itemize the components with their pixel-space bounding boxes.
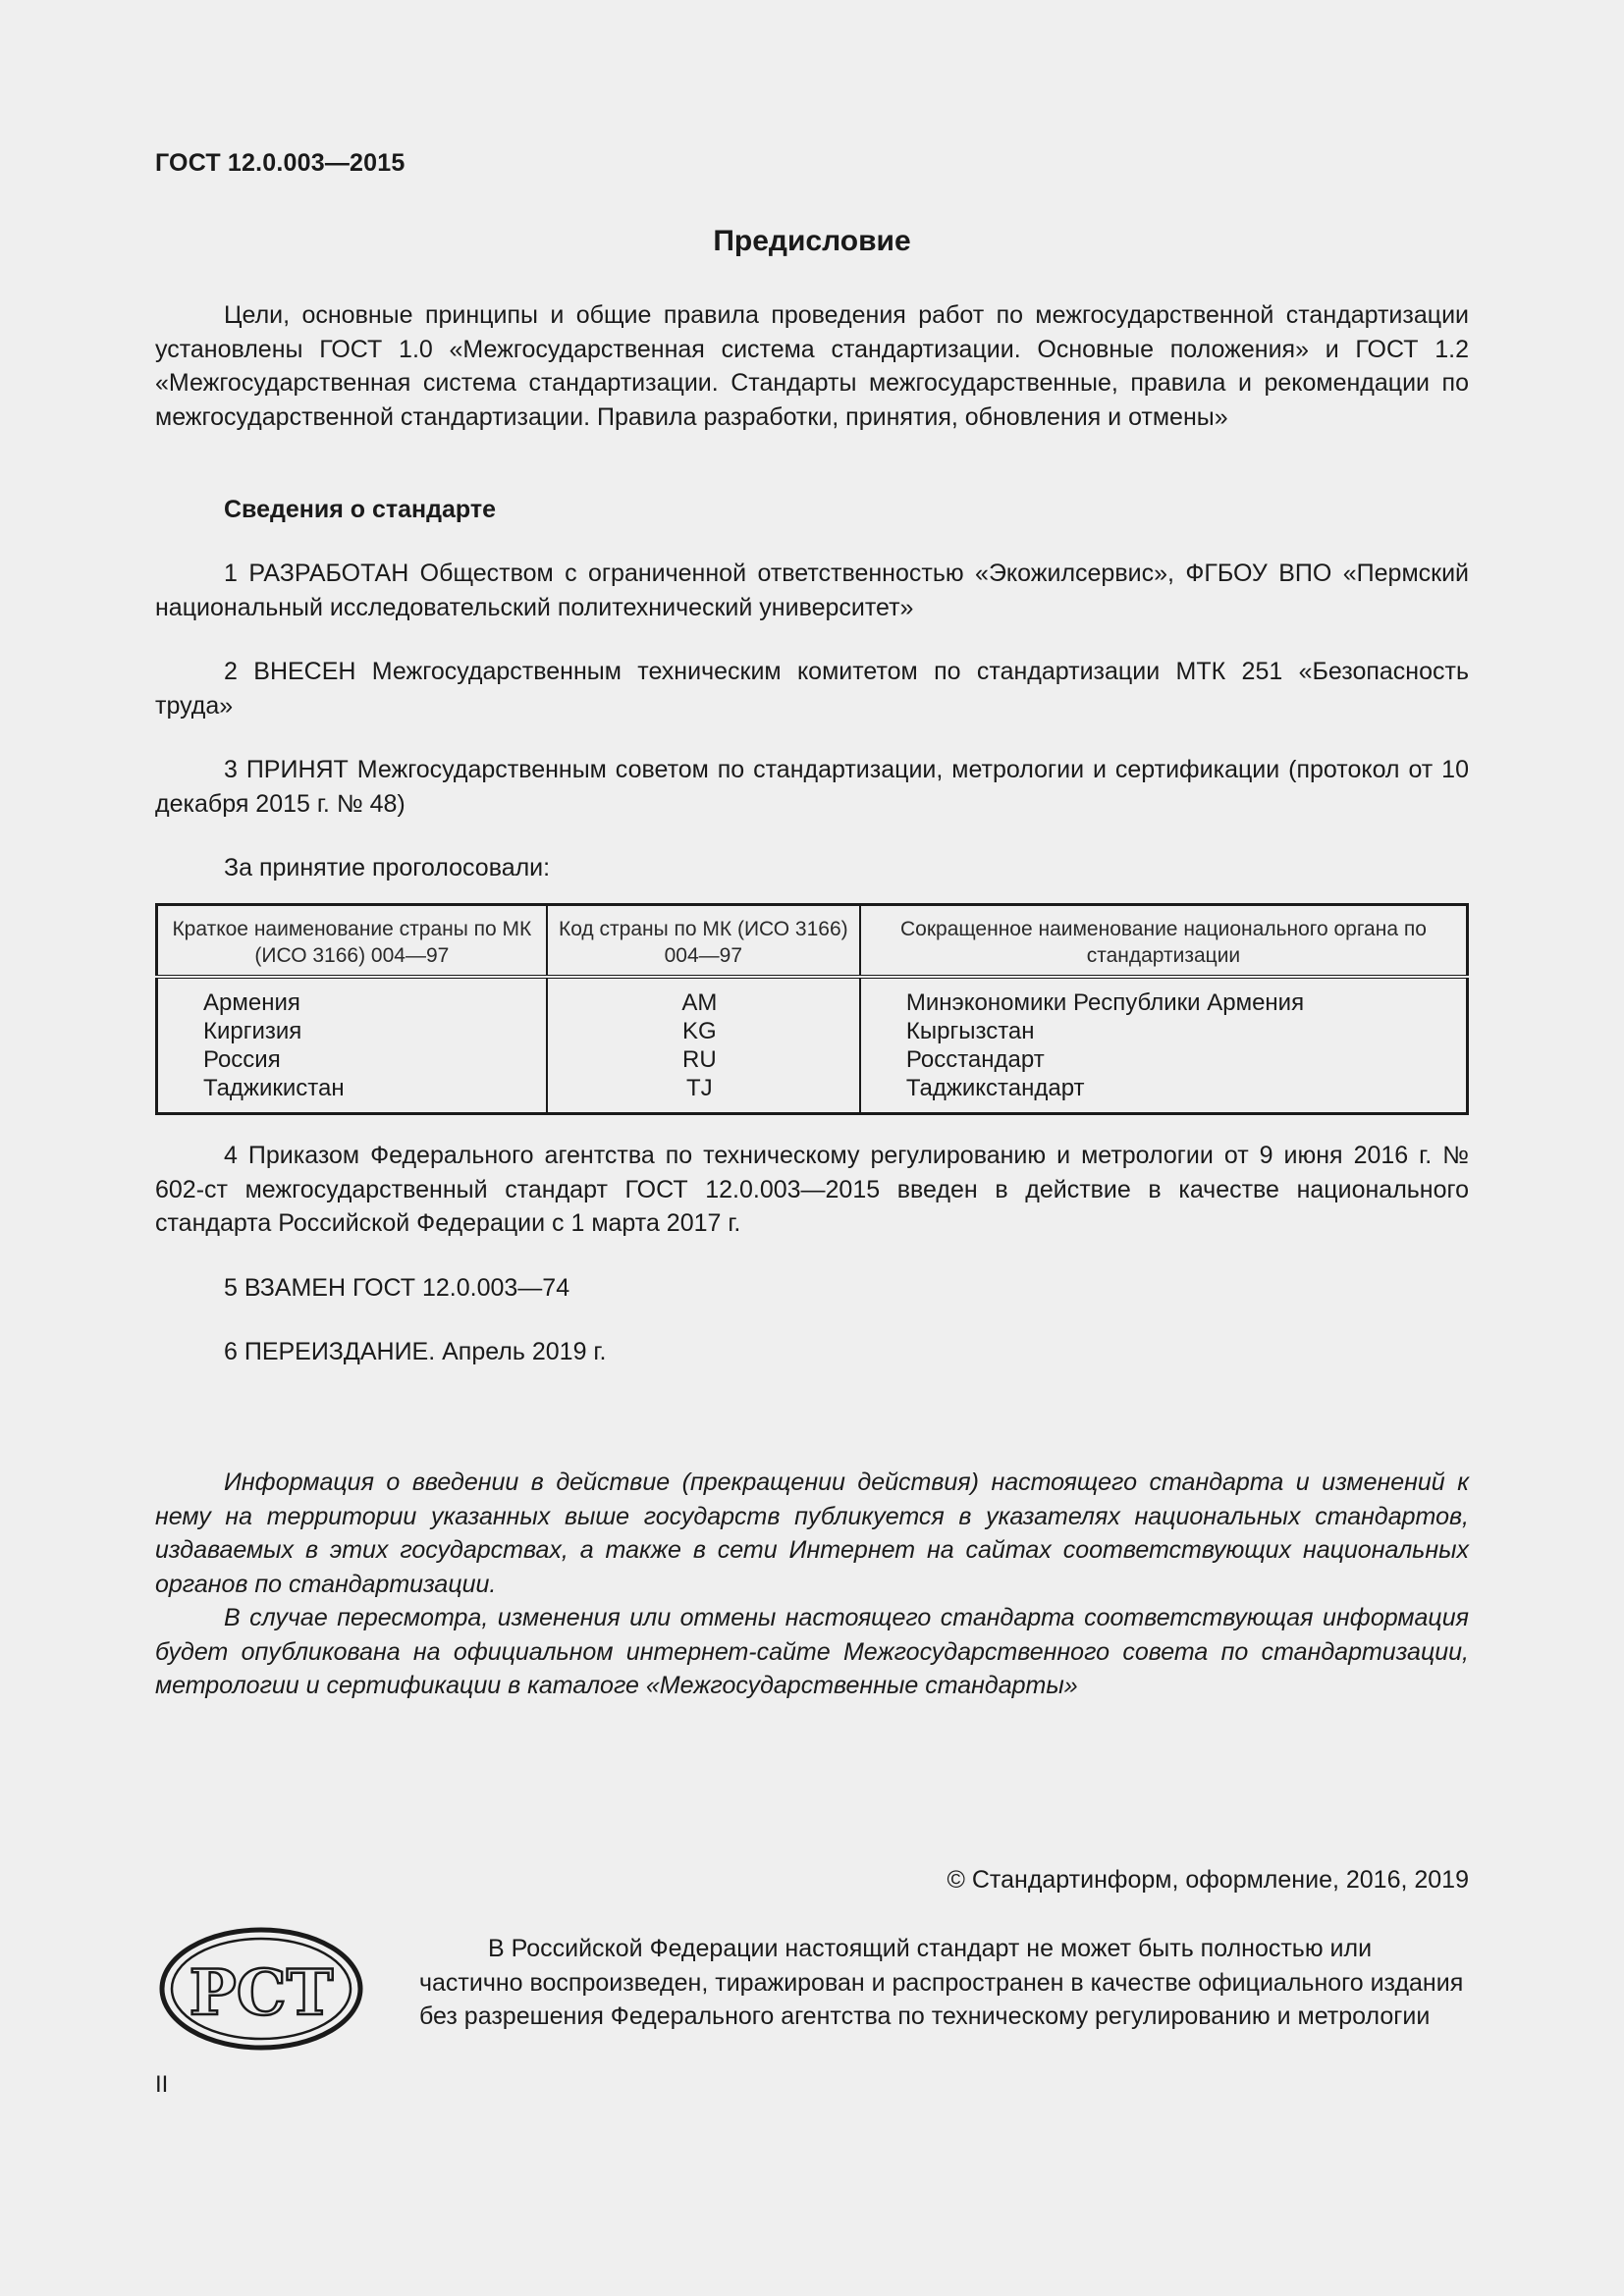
table-header-country: Краткое наименование страны по МК (ИСО 3166) 004—97 — [157, 905, 547, 978]
table-cell-body: Росстандарт — [905, 1046, 1045, 1073]
item-5-block — [155, 1271, 1469, 1306]
table-cell-code: RU — [547, 1045, 860, 1074]
table-header-body: Сокращенное наименование национального органа по стандартизации — [860, 905, 1468, 978]
table-cell-body: Таджикстандарт — [905, 1075, 1085, 1101]
table-cell-country: Киргизия — [157, 1017, 547, 1045]
section-heading-block — [155, 493, 1469, 527]
table-header-row — [157, 905, 1468, 978]
table-row — [157, 1045, 1468, 1074]
intro-block — [155, 298, 1469, 434]
rights-notice: В Российской Федерации настоящий стандарт не может быть полностью или частично воспроизведен, тиражирован и распространен в качестве официального издания без разрешения Федерального агентства по техническому регулированию и метрологии — [419, 1935, 1464, 2030]
item-4: 4 Приказом Федерального агентства по техническому регулированию и метрологии от 9 июня 2016 г. № 602-ст межгосударственный стандарт ГОСТ 12.0.003—2015 введен в действие в качестве национального стандарта Российской Федерации с 1 марта 2017 г. — [155, 1142, 1469, 1237]
table-cell-country: Таджикистан — [157, 1074, 547, 1114]
rst-logo-icon — [157, 1924, 365, 2054]
item-1: 1 РАЗРАБОТАН Обществом с ограниченной ответственностью «Экожилсервис», ФГБОУ ВПО «Пермский национальный исследовательский политехнический университет» — [155, 560, 1469, 621]
item-3-block — [155, 753, 1469, 821]
table-row — [157, 1074, 1468, 1114]
item-2-block — [155, 655, 1469, 722]
intro-paragraph: Цели, основные принципы и общие правила проведения работ по межгосударственной стандартизации установлены ГОСТ 1.0 «Межгосударственная система стандартизации. Основные положения» и ГОСТ 1.2 «Межгосударственная система стандартизации. Стандарты межгосударственные, правила и рекомендации по межгосударственной стандартизации. Правила разработки, принятия, обновления и отмены» — [155, 301, 1469, 431]
page-title: Предисловие — [713, 225, 911, 257]
document-code: ГОСТ 12.0.003—2015 — [155, 149, 406, 177]
voted-label: За принятие проголосовали: — [224, 854, 551, 881]
item-3: 3 ПРИНЯТ Межгосударственным советом по стандартизации, метрологии и сертификации (протокол от 10 декабря 2015 г. № 48) — [155, 756, 1469, 818]
item-1-block — [155, 557, 1469, 624]
item-6-block — [155, 1335, 1469, 1369]
section-heading: Сведения о стандарте — [224, 496, 497, 523]
table-cell-code: TJ — [547, 1074, 860, 1114]
table-cell-body: Кыргызстан — [905, 1018, 1035, 1044]
table-cell-country: Россия — [157, 1045, 547, 1074]
voting-table — [155, 903, 1469, 1115]
voted-label-block — [155, 851, 1469, 885]
table-cell-body: Минэкономики Республики Армения — [905, 989, 1305, 1016]
rst-logo-lettering: РСТ — [189, 1956, 334, 2030]
page-number: II — [155, 2071, 169, 2098]
item-2: 2 ВНЕСЕН Межгосударственным техническим комитетом по стандартизации МТК 251 «Безопасность труда» — [155, 658, 1469, 720]
table-row — [157, 977, 1468, 1017]
item-5: 5 ВЗАМЕН ГОСТ 12.0.003—74 — [224, 1274, 570, 1302]
table-header-code: Код страны по МК (ИСО 3166) 004—97 — [547, 905, 860, 978]
copyright-line: © Стандартинформ, оформление, 2016, 2019 — [947, 1866, 1469, 1894]
note-2: В случае пересмотра, изменения или отмены настоящего стандарта соответствующая информация будет опубликована на официальном интернет-сайте Межгосударственного совета по стандартизации, метрологии и сертификации в каталоге «Межгосударственные стандарты» — [155, 1604, 1469, 1699]
table-cell-code: KG — [547, 1017, 860, 1045]
table-cell-code: AM — [547, 977, 860, 1017]
item-4-block — [155, 1139, 1469, 1241]
rst-logo — [157, 1924, 365, 2058]
table-cell-country: Армения — [157, 977, 547, 1017]
table-row — [157, 1017, 1468, 1045]
note-1: Информация о введении в действие (прекращении действия) настоящего стандарта и изменений к нему на территории указанных выше государств публикуется в указателях национальных стандартов, издаваемых в этих государствах, а также в сети Интернет на сайтах соответствующих национальных органов по стандартизации. — [155, 1468, 1469, 1598]
item-6: 6 ПЕРЕИЗДАНИЕ. Апрель 2019 г. — [224, 1338, 607, 1365]
notes-block — [155, 1466, 1469, 1703]
